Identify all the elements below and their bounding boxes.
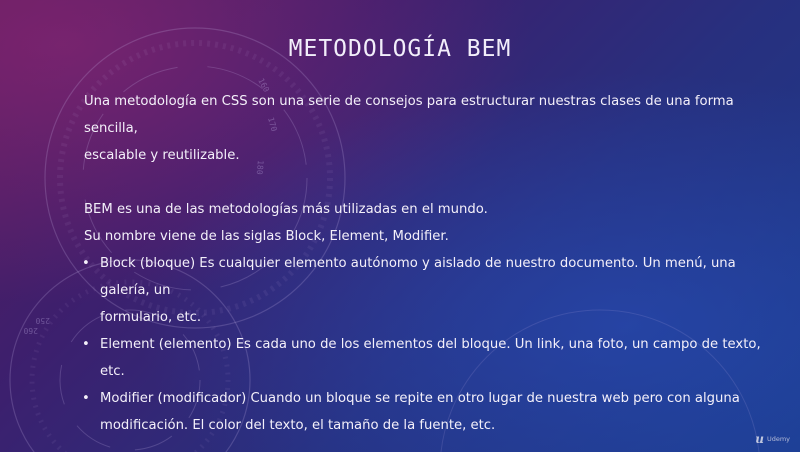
intro-line-2: escalable y reutilizable. bbox=[84, 148, 240, 163]
dial-number-3: 180 bbox=[254, 159, 265, 176]
dial-number-4: 250 bbox=[35, 316, 50, 325]
element-line-1: Element (elemento) Es cada uno de los elementos del bloque. Un link, una foto, un campo de texto, etc. bbox=[100, 337, 761, 379]
dial-number-5: 260 bbox=[23, 326, 38, 335]
bullet-dot: • bbox=[82, 337, 90, 352]
slide-title: METODOLOGÍA BEM bbox=[288, 36, 512, 62]
bullet-dot: • bbox=[82, 256, 90, 271]
bem-line-1: BEM es una de las metodologías más utilizadas en el mundo. bbox=[84, 202, 488, 217]
bullet-dot: • bbox=[82, 391, 90, 406]
udemy-watermark bbox=[755, 432, 790, 446]
block-line-1: Block (bloque) Es cualquier elemento autónomo y aislado de nuestro documento. Un menú, una galería, un bbox=[100, 256, 736, 298]
modifier-line-2: modificación. El color del texto, el tamaño de la fuente, etc. bbox=[100, 418, 496, 433]
block-line-2: formulario, etc. bbox=[100, 310, 202, 325]
intro-line-1: Una metodología en CSS son una serie de consejos para estructurar nuestras clases de una forma sencilla, bbox=[84, 94, 734, 136]
dial-number-2: 170 bbox=[266, 116, 279, 133]
bem-line-2: Su nombre viene de las siglas Block, Element, Modifier. bbox=[84, 229, 449, 244]
udemy-logo-label: Udemy bbox=[766, 435, 790, 443]
modifier-line-1: Modifier (modificador) Cuando un bloque se repite en otro lugar de nuestra web pero con alguna bbox=[100, 391, 740, 406]
slide-content bbox=[84, 88, 774, 439]
udemy-logo-icon: u bbox=[755, 432, 764, 446]
list-item-modifier bbox=[84, 385, 774, 439]
bem-list bbox=[84, 250, 774, 439]
list-item-element bbox=[84, 331, 774, 385]
dial-number-1: 160 bbox=[256, 76, 271, 94]
list-item-block bbox=[84, 250, 774, 331]
